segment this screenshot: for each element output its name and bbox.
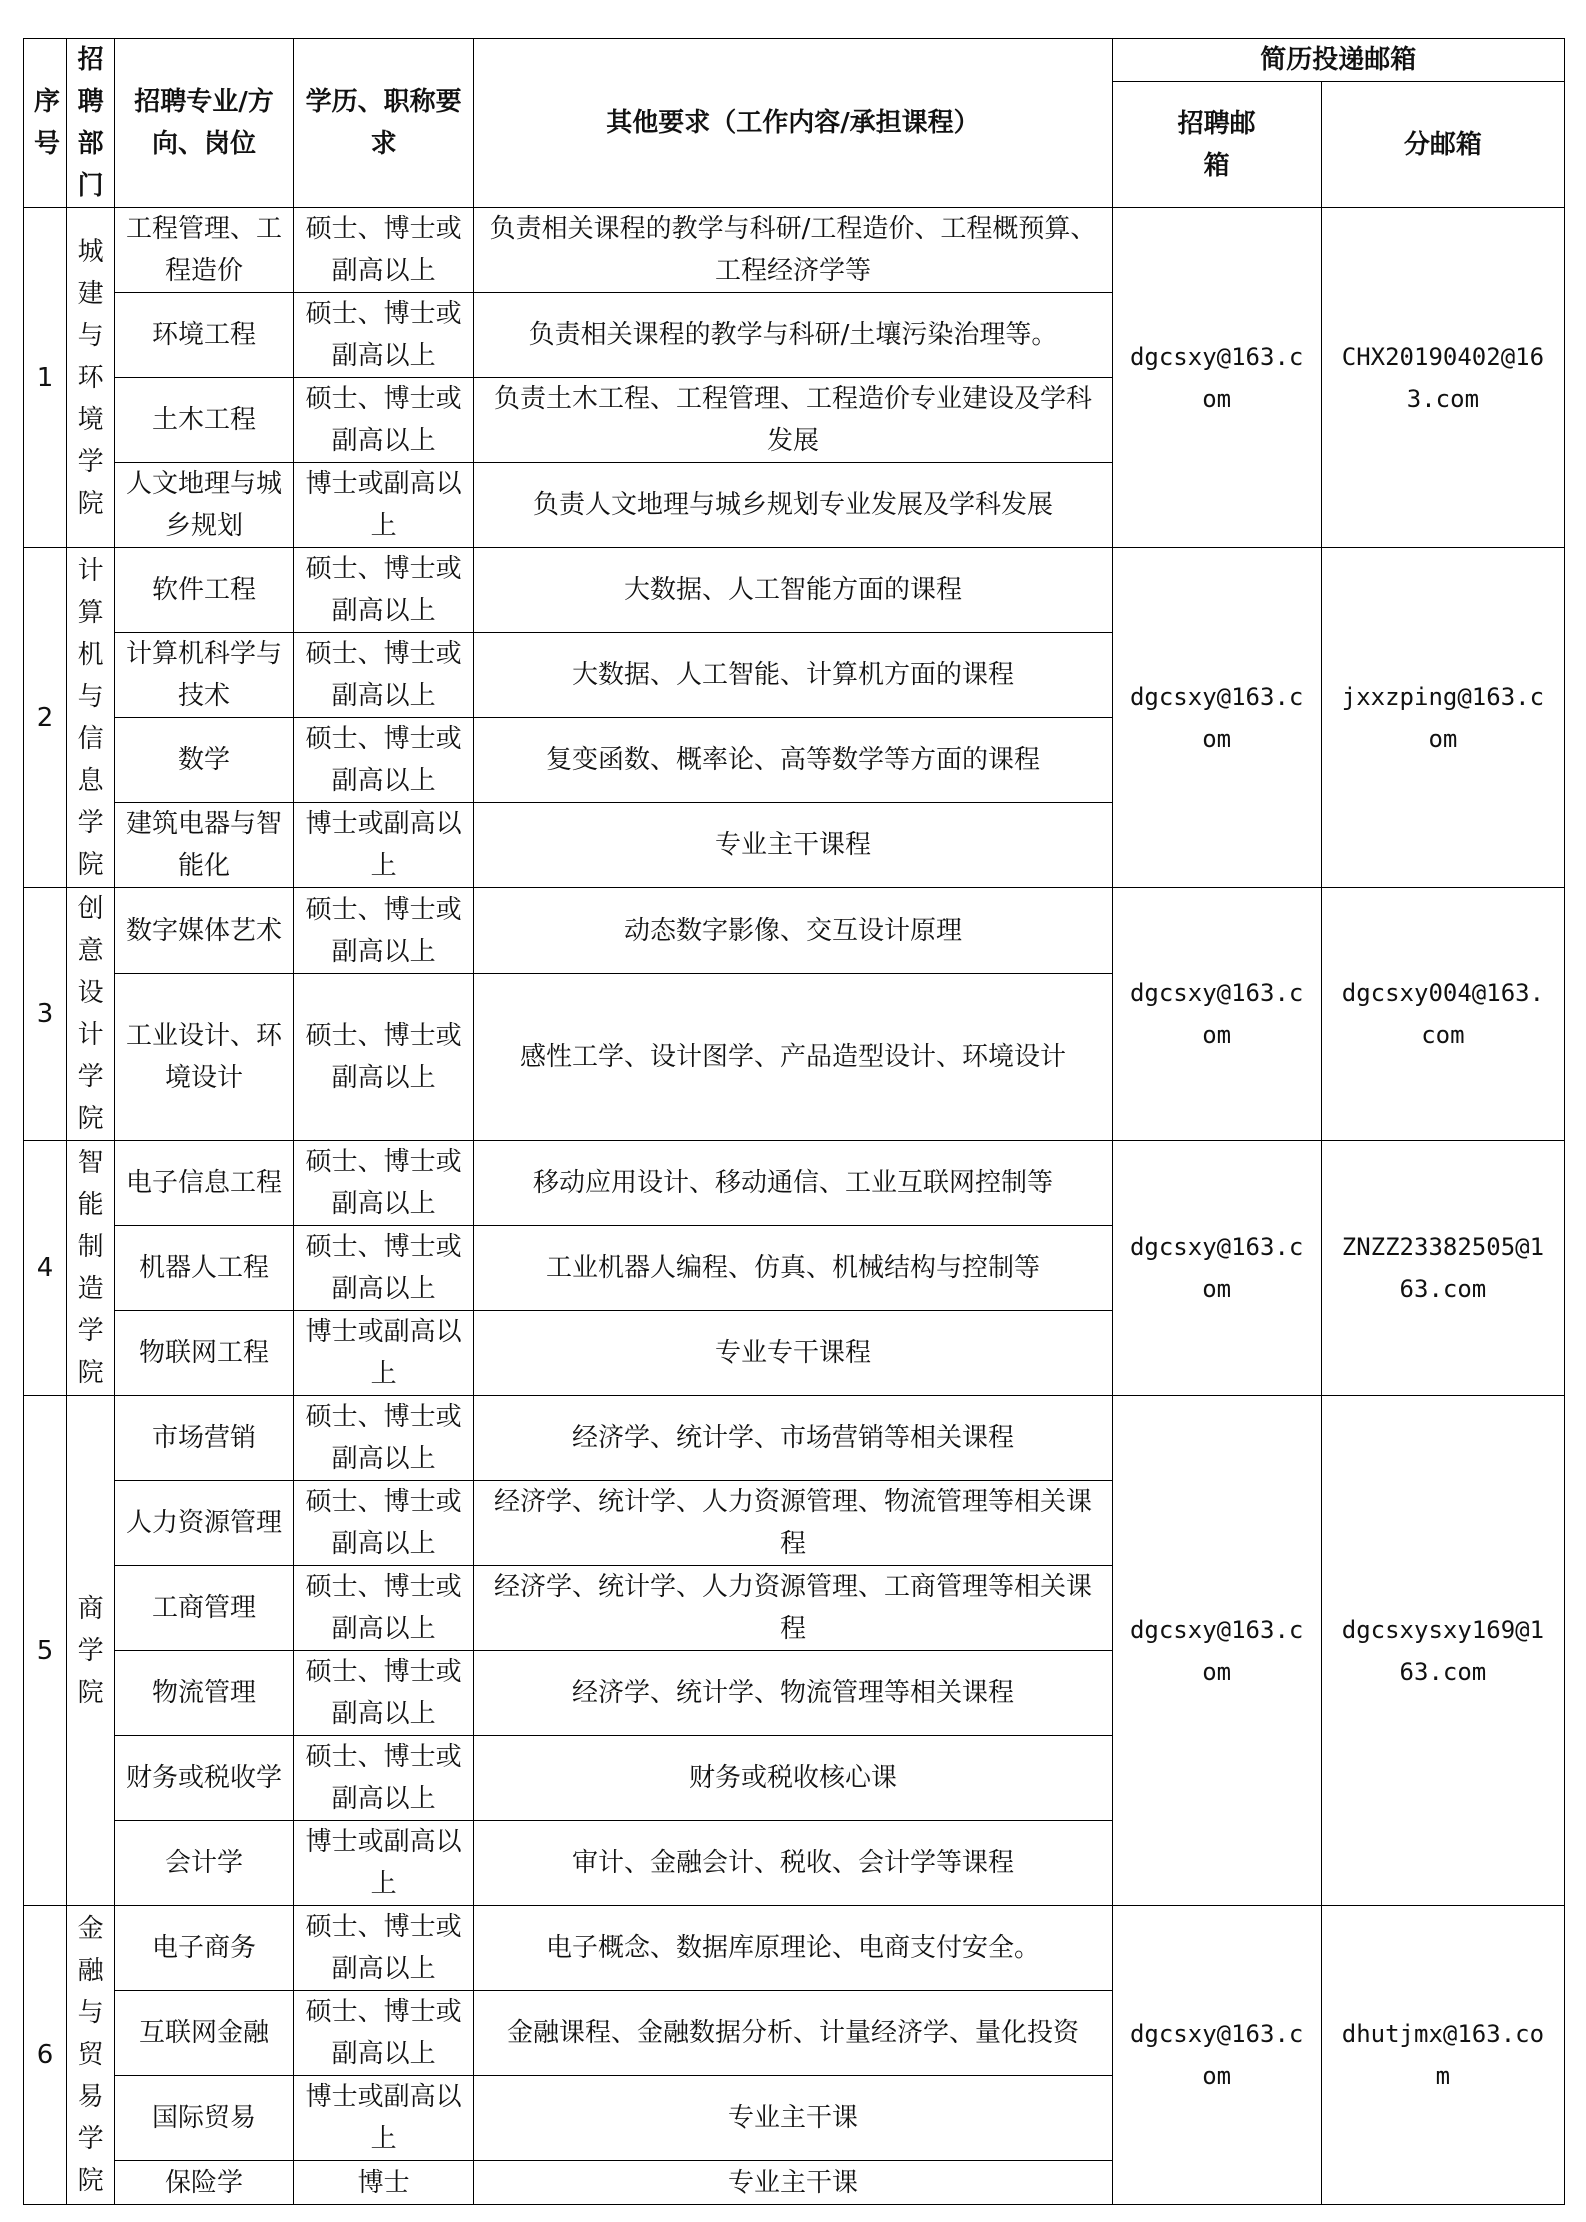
table-row <box>24 1396 1565 1481</box>
sub-email-cell: dgcsxysxy169@163.com <box>1321 1396 1564 1906</box>
requirement-cell: 大数据、人工智能方面的课程 <box>474 548 1112 633</box>
major-cell: 电子商务 <box>115 1906 294 1991</box>
seq-cell: 1 <box>24 208 67 548</box>
degree-cell: 硕士、博士或副高以上 <box>293 974 474 1141</box>
seq-cell: 2 <box>24 548 67 888</box>
seq-cell: 5 <box>24 1396 67 1906</box>
requirement-cell: 动态数字影像、交互设计原理 <box>474 888 1112 974</box>
main-email-cell: dgcsxy@163.com <box>1112 1141 1321 1396</box>
degree-cell: 硕士、博士或副高以上 <box>293 633 474 718</box>
requirement-cell: 专业主干课 <box>474 2161 1112 2205</box>
sub-email-cell: dhutjmx@163.com <box>1321 1906 1564 2205</box>
requirement-cell: 专业专干课程 <box>474 1311 1112 1396</box>
requirement-cell: 财务或税收核心课 <box>474 1736 1112 1821</box>
header-dept: 招聘部门 <box>67 39 115 208</box>
requirement-cell: 专业主干课 <box>474 2076 1112 2161</box>
degree-cell: 博士 <box>293 2161 474 2205</box>
degree-cell: 博士或副高以上 <box>293 803 474 888</box>
requirement-cell: 金融课程、金融数据分析、计量经济学、量化投资 <box>474 1991 1112 2076</box>
degree-cell: 博士或副高以上 <box>293 463 474 548</box>
requirement-cell: 经济学、统计学、市场营销等相关课程 <box>474 1396 1112 1481</box>
requirement-cell: 经济学、统计学、人力资源管理、物流管理等相关课程 <box>474 1481 1112 1566</box>
degree-cell: 博士或副高以上 <box>293 2076 474 2161</box>
degree-cell: 硕士、博士或副高以上 <box>293 1566 474 1651</box>
major-cell: 人力资源管理 <box>115 1481 294 1566</box>
header-sub-email: 分邮箱 <box>1321 82 1564 208</box>
requirement-cell: 经济学、统计学、物流管理等相关课程 <box>474 1651 1112 1736</box>
degree-cell: 硕士、博士或副高以上 <box>293 1141 474 1226</box>
main-email-cell: dgcsxy@163.com <box>1112 548 1321 888</box>
major-cell: 人文地理与城乡规划 <box>115 463 294 548</box>
header-degree: 学历、职称要求 <box>293 39 474 208</box>
dept-cell: 创意设计学院 <box>67 888 115 1141</box>
main-email-cell: dgcsxy@163.com <box>1112 208 1321 548</box>
header-major: 招聘专业/方向、岗位 <box>115 39 294 208</box>
degree-cell: 硕士、博士或副高以上 <box>293 718 474 803</box>
dept-cell: 金融与贸易学院 <box>67 1906 115 2205</box>
dept-cell: 智能制造学院 <box>67 1141 115 1396</box>
header-seq: 序号 <box>24 39 67 208</box>
seq-cell: 4 <box>24 1141 67 1396</box>
requirement-cell: 感性工学、设计图学、产品造型设计、环境设计 <box>474 974 1112 1141</box>
dept-cell: 商学院 <box>67 1396 115 1906</box>
major-cell: 保险学 <box>115 2161 294 2205</box>
degree-cell: 博士或副高以上 <box>293 1821 474 1906</box>
major-cell: 物联网工程 <box>115 1311 294 1396</box>
major-cell: 环境工程 <box>115 293 294 378</box>
major-cell: 计算机科学与技术 <box>115 633 294 718</box>
degree-cell: 硕士、博士或副高以上 <box>293 208 474 293</box>
sub-email-cell: dgcsxy004@163.com <box>1321 888 1564 1141</box>
recruitment-table <box>23 38 1565 2205</box>
degree-cell: 硕士、博士或副高以上 <box>293 1991 474 2076</box>
requirement-cell: 负责人文地理与城乡规划专业发展及学科发展 <box>474 463 1112 548</box>
degree-cell: 硕士、博士或副高以上 <box>293 1736 474 1821</box>
degree-cell: 硕士、博士或副高以上 <box>293 293 474 378</box>
seq-cell: 3 <box>24 888 67 1141</box>
requirement-cell: 大数据、人工智能、计算机方面的课程 <box>474 633 1112 718</box>
degree-cell: 硕士、博士或副高以上 <box>293 1396 474 1481</box>
major-cell: 工商管理 <box>115 1566 294 1651</box>
major-cell: 软件工程 <box>115 548 294 633</box>
table-row <box>24 888 1565 974</box>
main-email-cell: dgcsxy@163.com <box>1112 1396 1321 1906</box>
major-cell: 数字媒体艺术 <box>115 888 294 974</box>
main-email-cell: dgcsxy@163.com <box>1112 888 1321 1141</box>
degree-cell: 硕士、博士或副高以上 <box>293 1226 474 1311</box>
header-main-email: 招聘邮箱 <box>1112 82 1321 208</box>
table-row <box>24 548 1565 633</box>
requirement-cell: 负责相关课程的教学与科研/工程造价、工程概预算、工程经济学等 <box>474 208 1112 293</box>
seq-cell: 6 <box>24 1906 67 2205</box>
requirement-cell: 审计、金融会计、税收、会计学等课程 <box>474 1821 1112 1906</box>
degree-cell: 硕士、博士或副高以上 <box>293 888 474 974</box>
major-cell: 财务或税收学 <box>115 1736 294 1821</box>
major-cell: 建筑电器与智能化 <box>115 803 294 888</box>
table-body <box>24 208 1565 2205</box>
major-cell: 市场营销 <box>115 1396 294 1481</box>
requirement-cell: 移动应用设计、移动通信、工业互联网控制等 <box>474 1141 1112 1226</box>
major-cell: 互联网金融 <box>115 1991 294 2076</box>
degree-cell: 硕士、博士或副高以上 <box>293 1651 474 1736</box>
requirement-cell: 复变函数、概率论、高等数学等方面的课程 <box>474 718 1112 803</box>
sub-email-cell: jxxzping@163.com <box>1321 548 1564 888</box>
requirement-cell: 专业主干课程 <box>474 803 1112 888</box>
main-email-cell: dgcsxy@163.com <box>1112 1906 1321 2205</box>
requirement-cell: 电子概念、数据库原理论、电商支付安全。 <box>474 1906 1112 1991</box>
header-email-group: 简历投递邮箱 <box>1112 39 1564 82</box>
degree-cell: 硕士、博士或副高以上 <box>293 378 474 463</box>
requirement-cell: 经济学、统计学、人力资源管理、工商管理等相关课程 <box>474 1566 1112 1651</box>
degree-cell: 硕士、博士或副高以上 <box>293 1906 474 1991</box>
major-cell: 电子信息工程 <box>115 1141 294 1226</box>
table-row <box>24 1906 1565 1991</box>
degree-cell: 硕士、博士或副高以上 <box>293 548 474 633</box>
major-cell: 机器人工程 <box>115 1226 294 1311</box>
sub-email-cell: CHX20190402@163.com <box>1321 208 1564 548</box>
dept-cell: 城建与环境学院 <box>67 208 115 548</box>
requirement-cell: 工业机器人编程、仿真、机械结构与控制等 <box>474 1226 1112 1311</box>
major-cell: 物流管理 <box>115 1651 294 1736</box>
major-cell: 工程管理、工程造价 <box>115 208 294 293</box>
major-cell: 土木工程 <box>115 378 294 463</box>
degree-cell: 硕士、博士或副高以上 <box>293 1481 474 1566</box>
major-cell: 工业设计、环境设计 <box>115 974 294 1141</box>
major-cell: 国际贸易 <box>115 2076 294 2161</box>
requirement-cell: 负责土木工程、工程管理、工程造价专业建设及学科发展 <box>474 378 1112 463</box>
table-row <box>24 208 1565 293</box>
major-cell: 会计学 <box>115 1821 294 1906</box>
sub-email-cell: ZNZZ23382505@163.com <box>1321 1141 1564 1396</box>
major-cell: 数学 <box>115 718 294 803</box>
header-other-requirements: 其他要求（工作内容/承担课程） <box>474 39 1112 208</box>
dept-cell: 计算机与信息学院 <box>67 548 115 888</box>
degree-cell: 博士或副高以上 <box>293 1311 474 1396</box>
table-row <box>24 1141 1565 1226</box>
requirement-cell: 负责相关课程的教学与科研/土壤污染治理等。 <box>474 293 1112 378</box>
